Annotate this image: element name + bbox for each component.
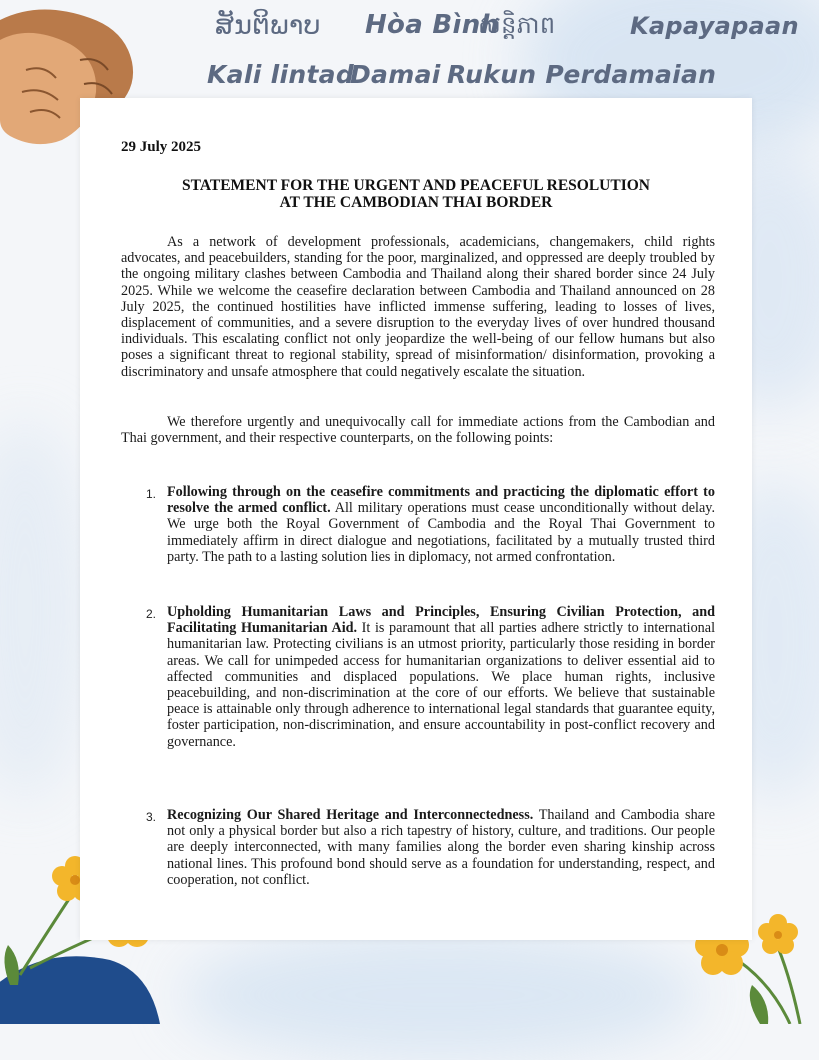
banner-word-damai: Damai xyxy=(350,60,441,89)
banner-word-vietnamese: Hòa Bình xyxy=(365,10,500,40)
point-2-heading: Upholding Humanitarian Laws and Principles, Ensuring Civilian Protection, and Facilitating Humanitarian Aid. xyxy=(167,604,715,637)
banner-word-khmer: សន្តិភាព xyxy=(478,11,556,39)
banner-word-kali-lintad: Kali lintad xyxy=(207,60,355,89)
point-3-text xyxy=(167,807,715,888)
point-2-body: It is paramount that all parties adhere strictly to international humanitarian law. Protecting civilians is an utmost priority, particularly those residing in border areas. We call for unimpeded access for humanitarian organizations to deliver essential aid to affected communities and displaced populations. We place human rights, inclusive peacebuilding, and non-discrimination at the core of our efforts. We believe that sustainable peace is attainable only through adherence to international legal standards that guarantee equity, foster participation, non-discrimination, and ensure accountability in post-conflict recovery and governance. xyxy=(167,620,716,750)
banner-word-rukun-perdamaian: Rukun Perdamaian xyxy=(447,60,717,89)
point-number: 3. xyxy=(146,810,157,824)
document-title-line: STATEMENT FOR THE URGENT AND PEACEFUL RESOLUTION xyxy=(182,177,650,194)
point-2-text xyxy=(167,604,715,750)
intro-paragraph: As a network of development professionals, academicians, changemakers, child rights advocates, and peacebuilders, standing for the poor, marginalized, and oppressed are deeply troubled by the ongoing military clashes between Cambodia and Thailand along their shared border since 24 July 2025. While we welcome the ceasefire declaration between Cambodia and Thailand announced on 28 July 2025, the continued hostilities have inflicted immense suffering, leading to losses of lives, displacement of communities, and a severe disruption to the everyday lives of over hundred thousand individuals. This escalating conflict not only jeopardize the well-being of our fellow humans but also poses a significant threat to regional stability, spread of misinformation/ disinformation, provoking a discriminatory and unsafe atmosphere that could negatively escalate the situation. xyxy=(121,234,715,380)
document-title-line: AT THE CAMBODIAN THAI BORDER xyxy=(279,194,553,211)
point-number: 2. xyxy=(146,607,157,621)
document-date: 29 July 2025 xyxy=(121,139,202,155)
point-3-body: Thailand and Cambodia share not only a physical border but also a rich tapestry of history, culture, and traditions. Our people are deeply interconnected, with many families along the border even sharing kinship across national lines. This profound bond should serve as a foundation for understanding, respect, and cooperation, not conflict. xyxy=(167,807,715,888)
point-number: 1. xyxy=(146,487,157,501)
point-1-text xyxy=(167,484,715,565)
document-title xyxy=(100,177,732,211)
banner-word-lao: ສັນຕິພາບ xyxy=(215,10,321,41)
banner-word-filipino: Kapayapaan xyxy=(630,12,799,40)
call-to-action-paragraph: We therefore urgently and unequivocally call for immediate actions from the Cambodian and Thai government, and their respective counterparts, on the following points: xyxy=(121,414,715,447)
point-1-body: All military operations must cease unconditionally without delay. We urge both the Royal Government of Cambodia and the Royal Thai Government to immediately affirm in direct dialogue and negotiations, facilitated by a mutually trusted third party. The path to a lasting solution lies in diplomacy, not armed confrontation. xyxy=(167,500,715,565)
point-3-heading: Recognizing Our Shared Heritage and Interconnectedness. xyxy=(167,807,534,823)
point-1-heading: Following through on the ceasefire commitments and practicing the diplomatic effort to resolve the armed conflict. xyxy=(167,484,715,517)
